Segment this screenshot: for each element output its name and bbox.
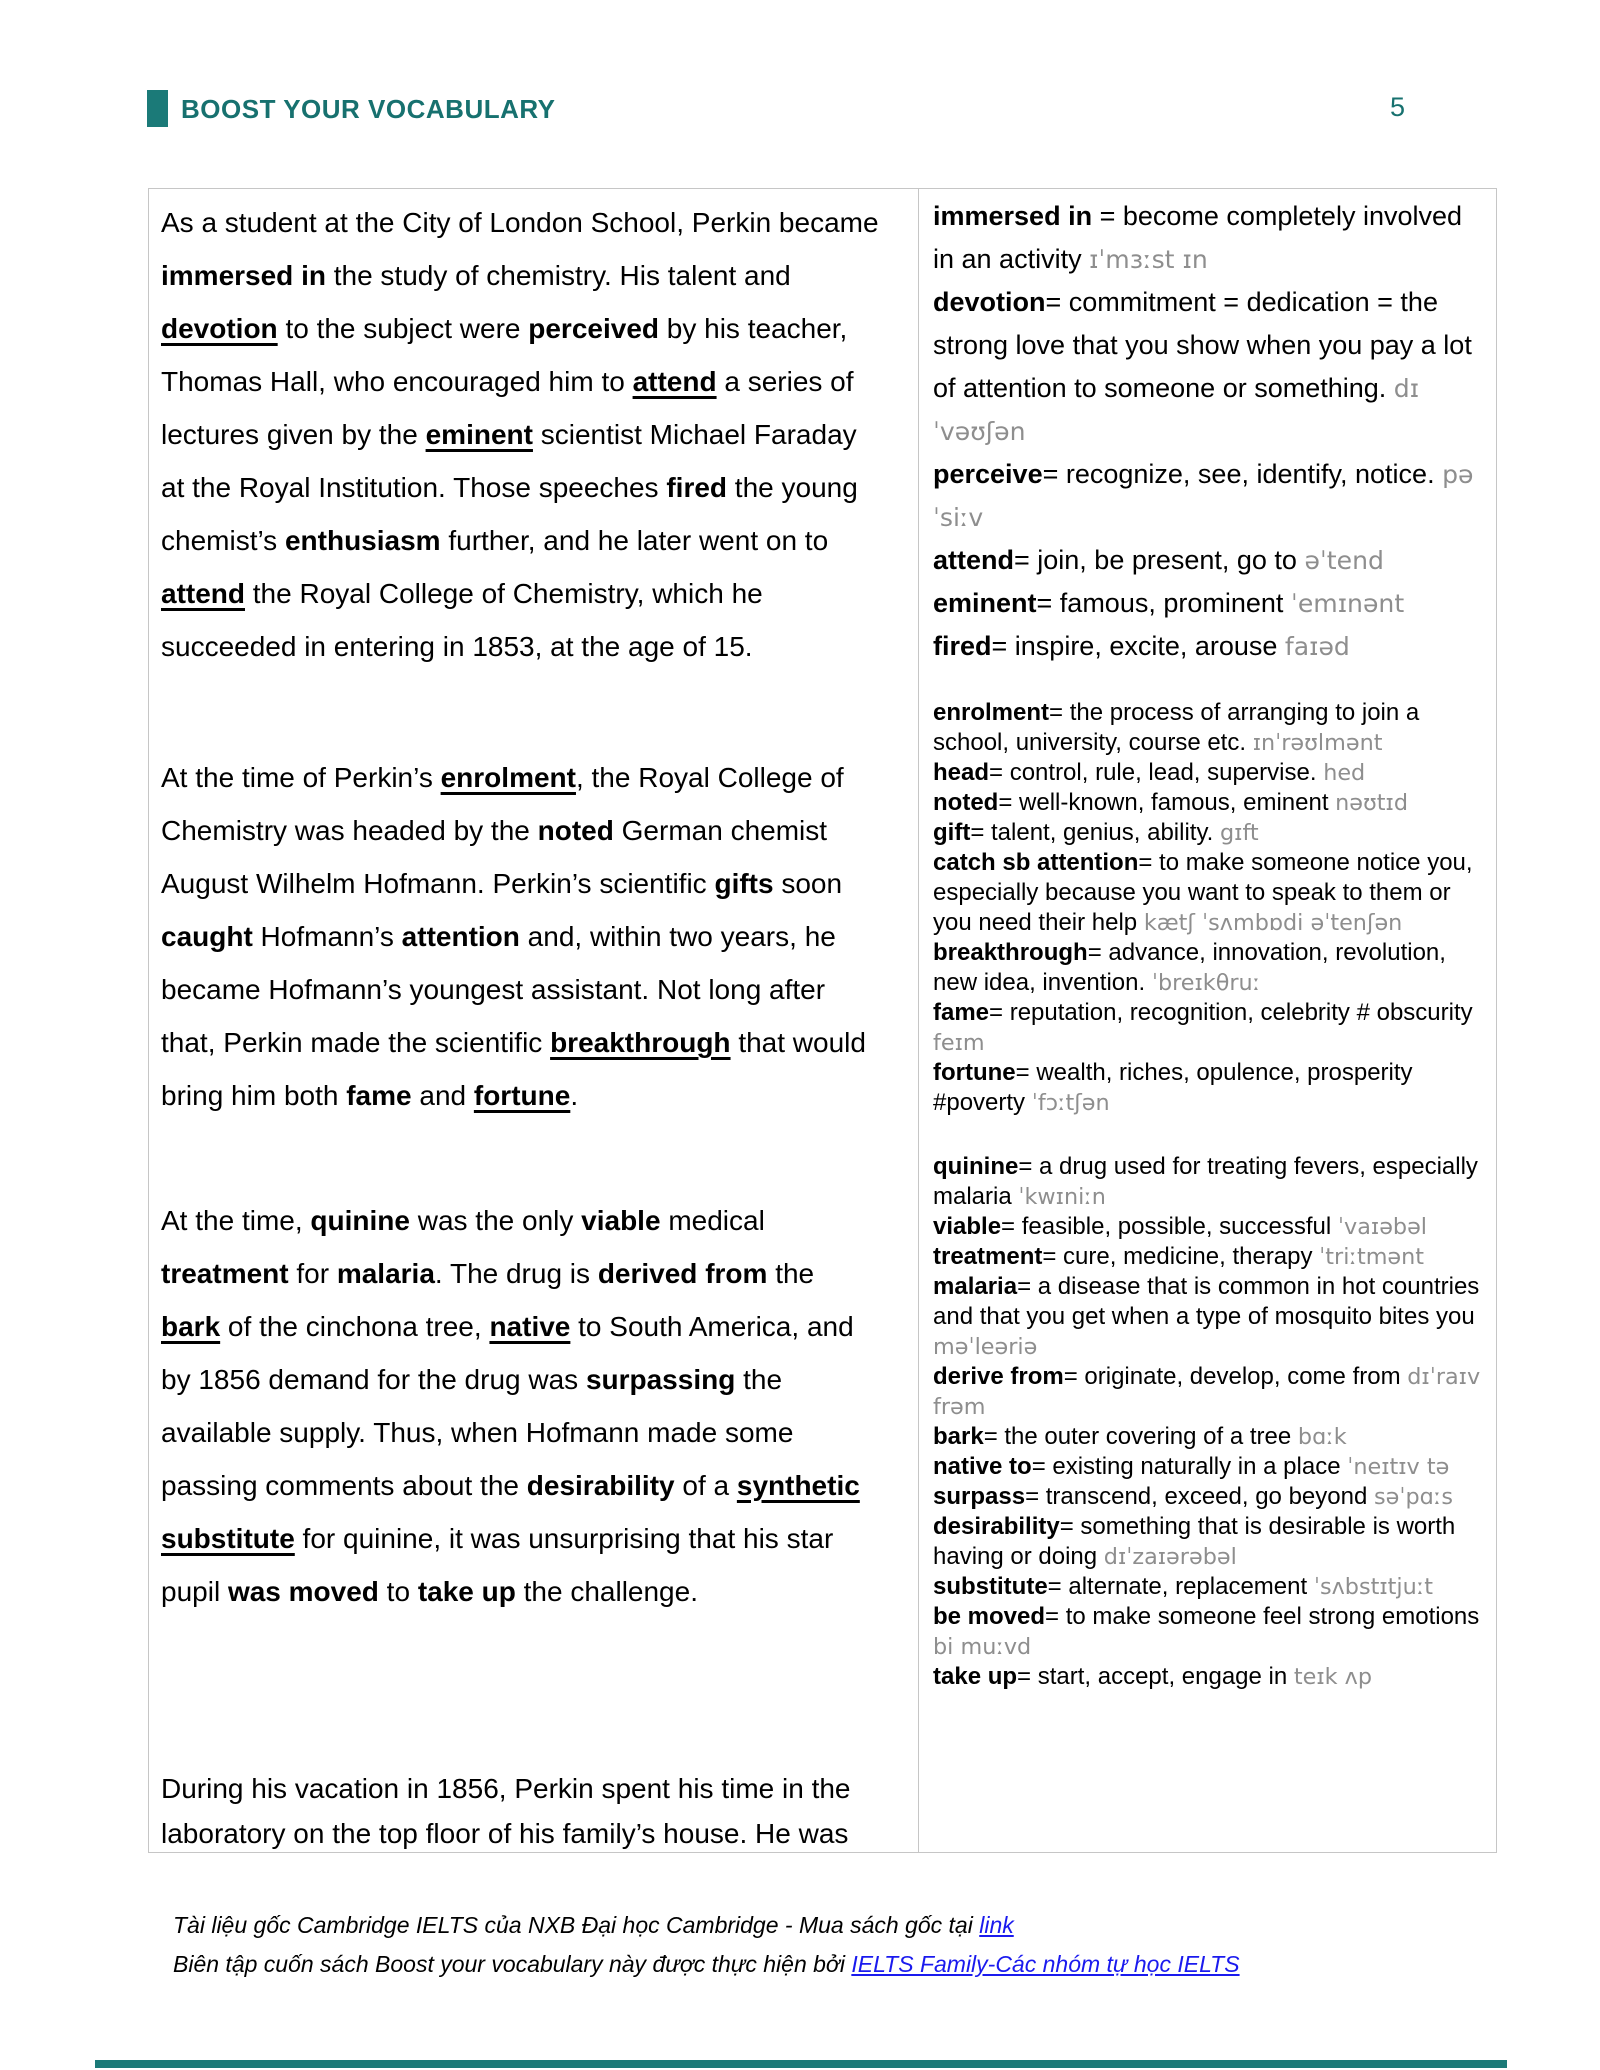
vocab-term: treatment [161, 1258, 289, 1289]
vocab-term: quinine [933, 1153, 1019, 1180]
vocab-term: substitute [161, 1523, 295, 1554]
text-run: Hofmann’s [252, 921, 402, 952]
text-run: = alternate, replacement [1047, 1573, 1314, 1600]
text-run: = originate, develop, come from [1063, 1363, 1408, 1390]
text-run: = control, rule, lead, supervise. [989, 759, 1324, 786]
vocab-term: eminent [425, 419, 533, 450]
vocab-term: immersed in [933, 201, 1093, 231]
phonetic: dɪˈzaɪərəbəl [1103, 1544, 1237, 1570]
text-run: = start, accept, engage in [1017, 1663, 1294, 1690]
vocab-term: enrolment [440, 762, 576, 793]
text-run: the young chemist’s [161, 472, 858, 556]
text-run: = something that is desirable is worth having or doing [933, 1513, 1456, 1570]
vocab-term: synthetic [736, 1470, 860, 1501]
glossary-entry [933, 848, 1484, 938]
vocab-term: caught [161, 921, 253, 952]
vocab-term: catch sb attention [933, 849, 1139, 876]
glossary-entry [933, 1512, 1484, 1572]
text-run: = well-known, famous, eminent [998, 789, 1336, 816]
glossary-entry [933, 1482, 1484, 1512]
phonetic: ɪnˈrəʊlmənt [1252, 730, 1383, 756]
glossary-entry [933, 1362, 1484, 1422]
phonetic: nəʊtɪd [1335, 790, 1409, 816]
glossary-entry [933, 1602, 1484, 1662]
page-title: BOOST YOUR VOCABULARY [181, 94, 556, 124]
text-run: soon [773, 868, 843, 899]
vocab-term: bark [161, 1311, 221, 1342]
text-run: At the time of Perkin’s [161, 762, 441, 793]
glossary-entry [933, 1662, 1484, 1692]
glossary-entry [933, 998, 1484, 1058]
phonetic: ˈfɔːtʃən [1031, 1090, 1110, 1116]
glossary-entry [933, 1152, 1484, 1212]
text-run: that would bring him both [161, 1027, 866, 1111]
text-run: = join, be present, go to [1014, 545, 1305, 575]
header-accent-square [147, 90, 168, 127]
text-run: = cure, medicine, therapy [1042, 1243, 1320, 1270]
vocab-term: attend [632, 366, 717, 397]
text-run: At the time, [161, 1205, 311, 1236]
passage-paragraph [161, 751, 880, 1122]
passage-paragraph [161, 1766, 880, 1852]
vocab-term: fame [346, 1080, 412, 1111]
vocab-term: gift [933, 819, 971, 846]
vocab-term: breakthrough [933, 939, 1088, 966]
glossary-block [933, 195, 1484, 668]
text-run: the Royal College of Chemistry, which he succeeded in entering in 1853, at the age of 15. [161, 578, 763, 662]
vocab-term: take up [933, 1663, 1018, 1690]
phonetic: faɪəd [1284, 632, 1350, 661]
vocab-term: native to [933, 1453, 1032, 1480]
vocab-term: viable [581, 1205, 661, 1236]
glossary-entry [933, 195, 1484, 281]
text-run: and [411, 1080, 474, 1111]
vocab-term: fortune [473, 1080, 571, 1111]
text-run: of the cinchona tree, [220, 1311, 490, 1342]
glossary-entry [933, 625, 1484, 668]
phonetic: bɑːk [1297, 1424, 1347, 1450]
text-run: = the process of arranging to join a school, university, course etc. [933, 699, 1420, 756]
page-number: 5 [1390, 92, 1406, 122]
vocab-term: perceive [933, 459, 1043, 489]
glossary-entry [933, 1212, 1484, 1242]
vocab-term: be moved [933, 1603, 1046, 1630]
text-run: the [767, 1258, 815, 1289]
vocab-term: was moved [227, 1576, 379, 1607]
text-run: = transcend, exceed, go beyond [1025, 1483, 1374, 1510]
text-run: = recognize, see, identify, notice. [1042, 459, 1443, 489]
footer-line [173, 1906, 1433, 1945]
vocab-term: native [489, 1311, 571, 1342]
vocab-term: fired [933, 631, 992, 661]
footer-line [173, 1945, 1433, 1984]
glossary-entry [933, 1272, 1484, 1362]
text-run: = inspire, excite, arouse [991, 631, 1285, 661]
text-run: = advance, innovation, revolution, new idea, invention. [933, 939, 1446, 996]
vocab-term: fortune [933, 1059, 1016, 1086]
text-run: = talent, genius, ability. [970, 819, 1221, 846]
phonetic: hed [1323, 760, 1366, 786]
glossary-entry [933, 758, 1484, 788]
text-run: Biên tập cuốn sách Boost your vocabulary này được thực hiện bởi [173, 1951, 852, 1977]
glossary-entry [933, 1058, 1484, 1118]
text-run: to the subject were [277, 313, 529, 344]
text-run: = feasible, possible, successful [1001, 1213, 1338, 1240]
vocab-table [148, 188, 1497, 1853]
vocab-term: desirability [933, 1513, 1060, 1540]
vocab-term: fired [666, 472, 728, 503]
passage-cell [149, 189, 919, 1852]
glossary-entry [933, 698, 1484, 758]
footer-link[interactable]: IELTS Family-Các nhóm tự học IELTS [851, 1951, 1240, 1977]
text-run: to [378, 1576, 418, 1607]
text-run: , the Royal College of Chemistry was headed by the [161, 762, 844, 846]
vocab-term: substitute [933, 1573, 1048, 1600]
vocab-term: immersed in [161, 260, 326, 291]
text-run: = a disease that is common in hot countries and that you get when a type of mosquito bites you [933, 1273, 1480, 1330]
vocab-term: bark [933, 1423, 984, 1450]
passage-paragraph [161, 196, 880, 673]
glossary-entry [933, 1242, 1484, 1272]
vocab-term: attention [401, 921, 520, 952]
vocab-term: derived from [597, 1258, 768, 1289]
glossary-entry [933, 582, 1484, 625]
phonetic: feɪm [933, 1030, 985, 1056]
glossary-entry [933, 1422, 1484, 1452]
footer-link[interactable]: link [979, 1912, 1014, 1938]
vocab-term: devotion [161, 313, 278, 344]
text-run: = to make someone notice you, especially because you want to speak to them or you need their help [933, 849, 1473, 936]
text-run: . The drug is [434, 1258, 598, 1289]
glossary-block [933, 698, 1484, 1118]
text-run: = become completely involved in an activity [933, 201, 1463, 274]
text-run: = commitment = dedication = the strong love that you show when you pay a lot of attention to someone or something. [933, 287, 1472, 403]
glossary-entry [933, 818, 1484, 848]
text-run: for quinine, it was unsurprising that his star pupil [161, 1523, 834, 1607]
vocab-term: perceived [528, 313, 659, 344]
glossary-entry [933, 1452, 1484, 1482]
vocab-term: surpassing [585, 1364, 736, 1395]
text-run: a series of lectures given by the [161, 366, 854, 450]
footer-accent-bar [95, 2060, 1507, 2068]
phonetic: dɪˈvəʊʃən [933, 374, 1420, 446]
text-run: = existing naturally in a place [1031, 1453, 1348, 1480]
text-run: and, within two years, he became Hofmann’s youngest assistant. Not long after that, Perkin made the scientific [161, 921, 836, 1058]
phonetic: bi muːvd [933, 1634, 1032, 1660]
phonetic: əˈtend [1304, 546, 1384, 575]
phonetic: ˈemɪnənt [1290, 589, 1405, 618]
glossary-entry [933, 938, 1484, 998]
vocab-term: take up [417, 1576, 516, 1607]
text-run: the study of chemistry. His talent and [325, 260, 791, 291]
glossary-block [933, 1152, 1484, 1692]
phonetic: dɪˈraɪv frəm [933, 1364, 1481, 1420]
vocab-term: malaria [933, 1273, 1018, 1300]
vocab-term: surpass [933, 1483, 1026, 1510]
glossary-entry [933, 453, 1484, 539]
passage-paragraph [161, 1194, 880, 1618]
glossary-entry [933, 1572, 1484, 1602]
phonetic: pəˈsiːv [933, 460, 1474, 532]
phonetic: səˈpɑːs [1373, 1484, 1453, 1510]
text-run: German chemist August Wilhelm Hofmann. Perkin’s scientific [161, 815, 828, 899]
text-run: = reputation, recognition, celebrity # obscurity [989, 999, 1473, 1026]
text-run: by his teacher, Thomas Hall, who encouraged him to [161, 313, 848, 397]
vocab-term: attend [161, 578, 245, 609]
vocab-term: enrolment [933, 699, 1050, 726]
text-run: to South America, and by 1856 demand for the drug was [161, 1311, 854, 1395]
phonetic: kætʃ ˈsʌmbɒdi əˈtenʃən [1143, 910, 1403, 936]
vocab-term: enthusiasm [284, 525, 441, 556]
text-run: = the outer covering of a tree [983, 1423, 1298, 1450]
text-run: = famous, prominent [1036, 588, 1291, 618]
vocab-term: treatment [933, 1243, 1043, 1270]
text-run: of a [674, 1470, 737, 1501]
vocab-term: derive from [933, 1363, 1064, 1390]
phonetic: teɪk ʌp [1293, 1664, 1373, 1690]
phonetic: gɪft [1220, 820, 1259, 846]
glossary-entry [933, 788, 1484, 818]
text-run: = to make someone feel strong emotions [1045, 1603, 1480, 1630]
glossary-cell [919, 189, 1496, 1852]
phonetic: ˈvaɪəbəl [1337, 1214, 1428, 1240]
phonetic: məˈleəriə [933, 1334, 1038, 1360]
vocab-term: malaria [336, 1258, 435, 1289]
phonetic: ɪˈmɜːst ɪn [1089, 245, 1208, 274]
vocab-term: quinine [310, 1205, 410, 1236]
vocab-term: devotion [933, 287, 1046, 317]
text-run: the challenge. [515, 1576, 698, 1607]
glossary-entry [933, 539, 1484, 582]
text-run: = wealth, riches, opulence, prosperity #poverty [933, 1059, 1413, 1116]
text-run: During his vacation in 1856, Perkin spent his time in the laboratory on the top floor of his family’s house. He was [161, 1773, 851, 1849]
text-run: Tài liệu gốc Cambridge IELTS của NXB Đại học Cambridge - Mua sách gốc tại [173, 1912, 980, 1938]
text-run: further, and he later went on to [440, 525, 829, 556]
vocab-term: gifts [714, 868, 774, 899]
phonetic: ˈkwɪniːn [1018, 1184, 1106, 1210]
text-run: medical [660, 1205, 765, 1236]
vocab-term: eminent [933, 588, 1037, 618]
text-run: for [288, 1258, 337, 1289]
phonetic: ˈbreɪkθruː [1151, 970, 1261, 996]
vocab-term: noted [933, 789, 999, 816]
vocab-term: viable [933, 1213, 1002, 1240]
glossary-entry [933, 281, 1484, 453]
text-run: . [570, 1080, 579, 1111]
vocab-term: noted [537, 815, 614, 846]
text-run: the available supply. Thus, when Hofmann made some passing comments about the [161, 1364, 794, 1501]
vocab-term: breakthrough [550, 1027, 731, 1058]
phonetic: ˈsʌbstɪtjuːt [1313, 1574, 1433, 1600]
text-run: As a student at the City of London School, Perkin became [161, 207, 879, 238]
footer [173, 1906, 1433, 1984]
phonetic: ˈneɪtɪv tə [1347, 1454, 1450, 1480]
vocab-term: desirability [526, 1470, 675, 1501]
text-run: = a drug used for treating fevers, especially malaria [933, 1153, 1478, 1210]
text-run: was the only [409, 1205, 582, 1236]
vocab-term: attend [933, 545, 1014, 575]
vocab-term: fame [933, 999, 990, 1026]
phonetic: ˈtriːtmənt [1319, 1244, 1425, 1270]
vocab-term: head [933, 759, 990, 786]
text-run: scientist Michael Faraday at the Royal Institution. Those speeches [161, 419, 857, 503]
